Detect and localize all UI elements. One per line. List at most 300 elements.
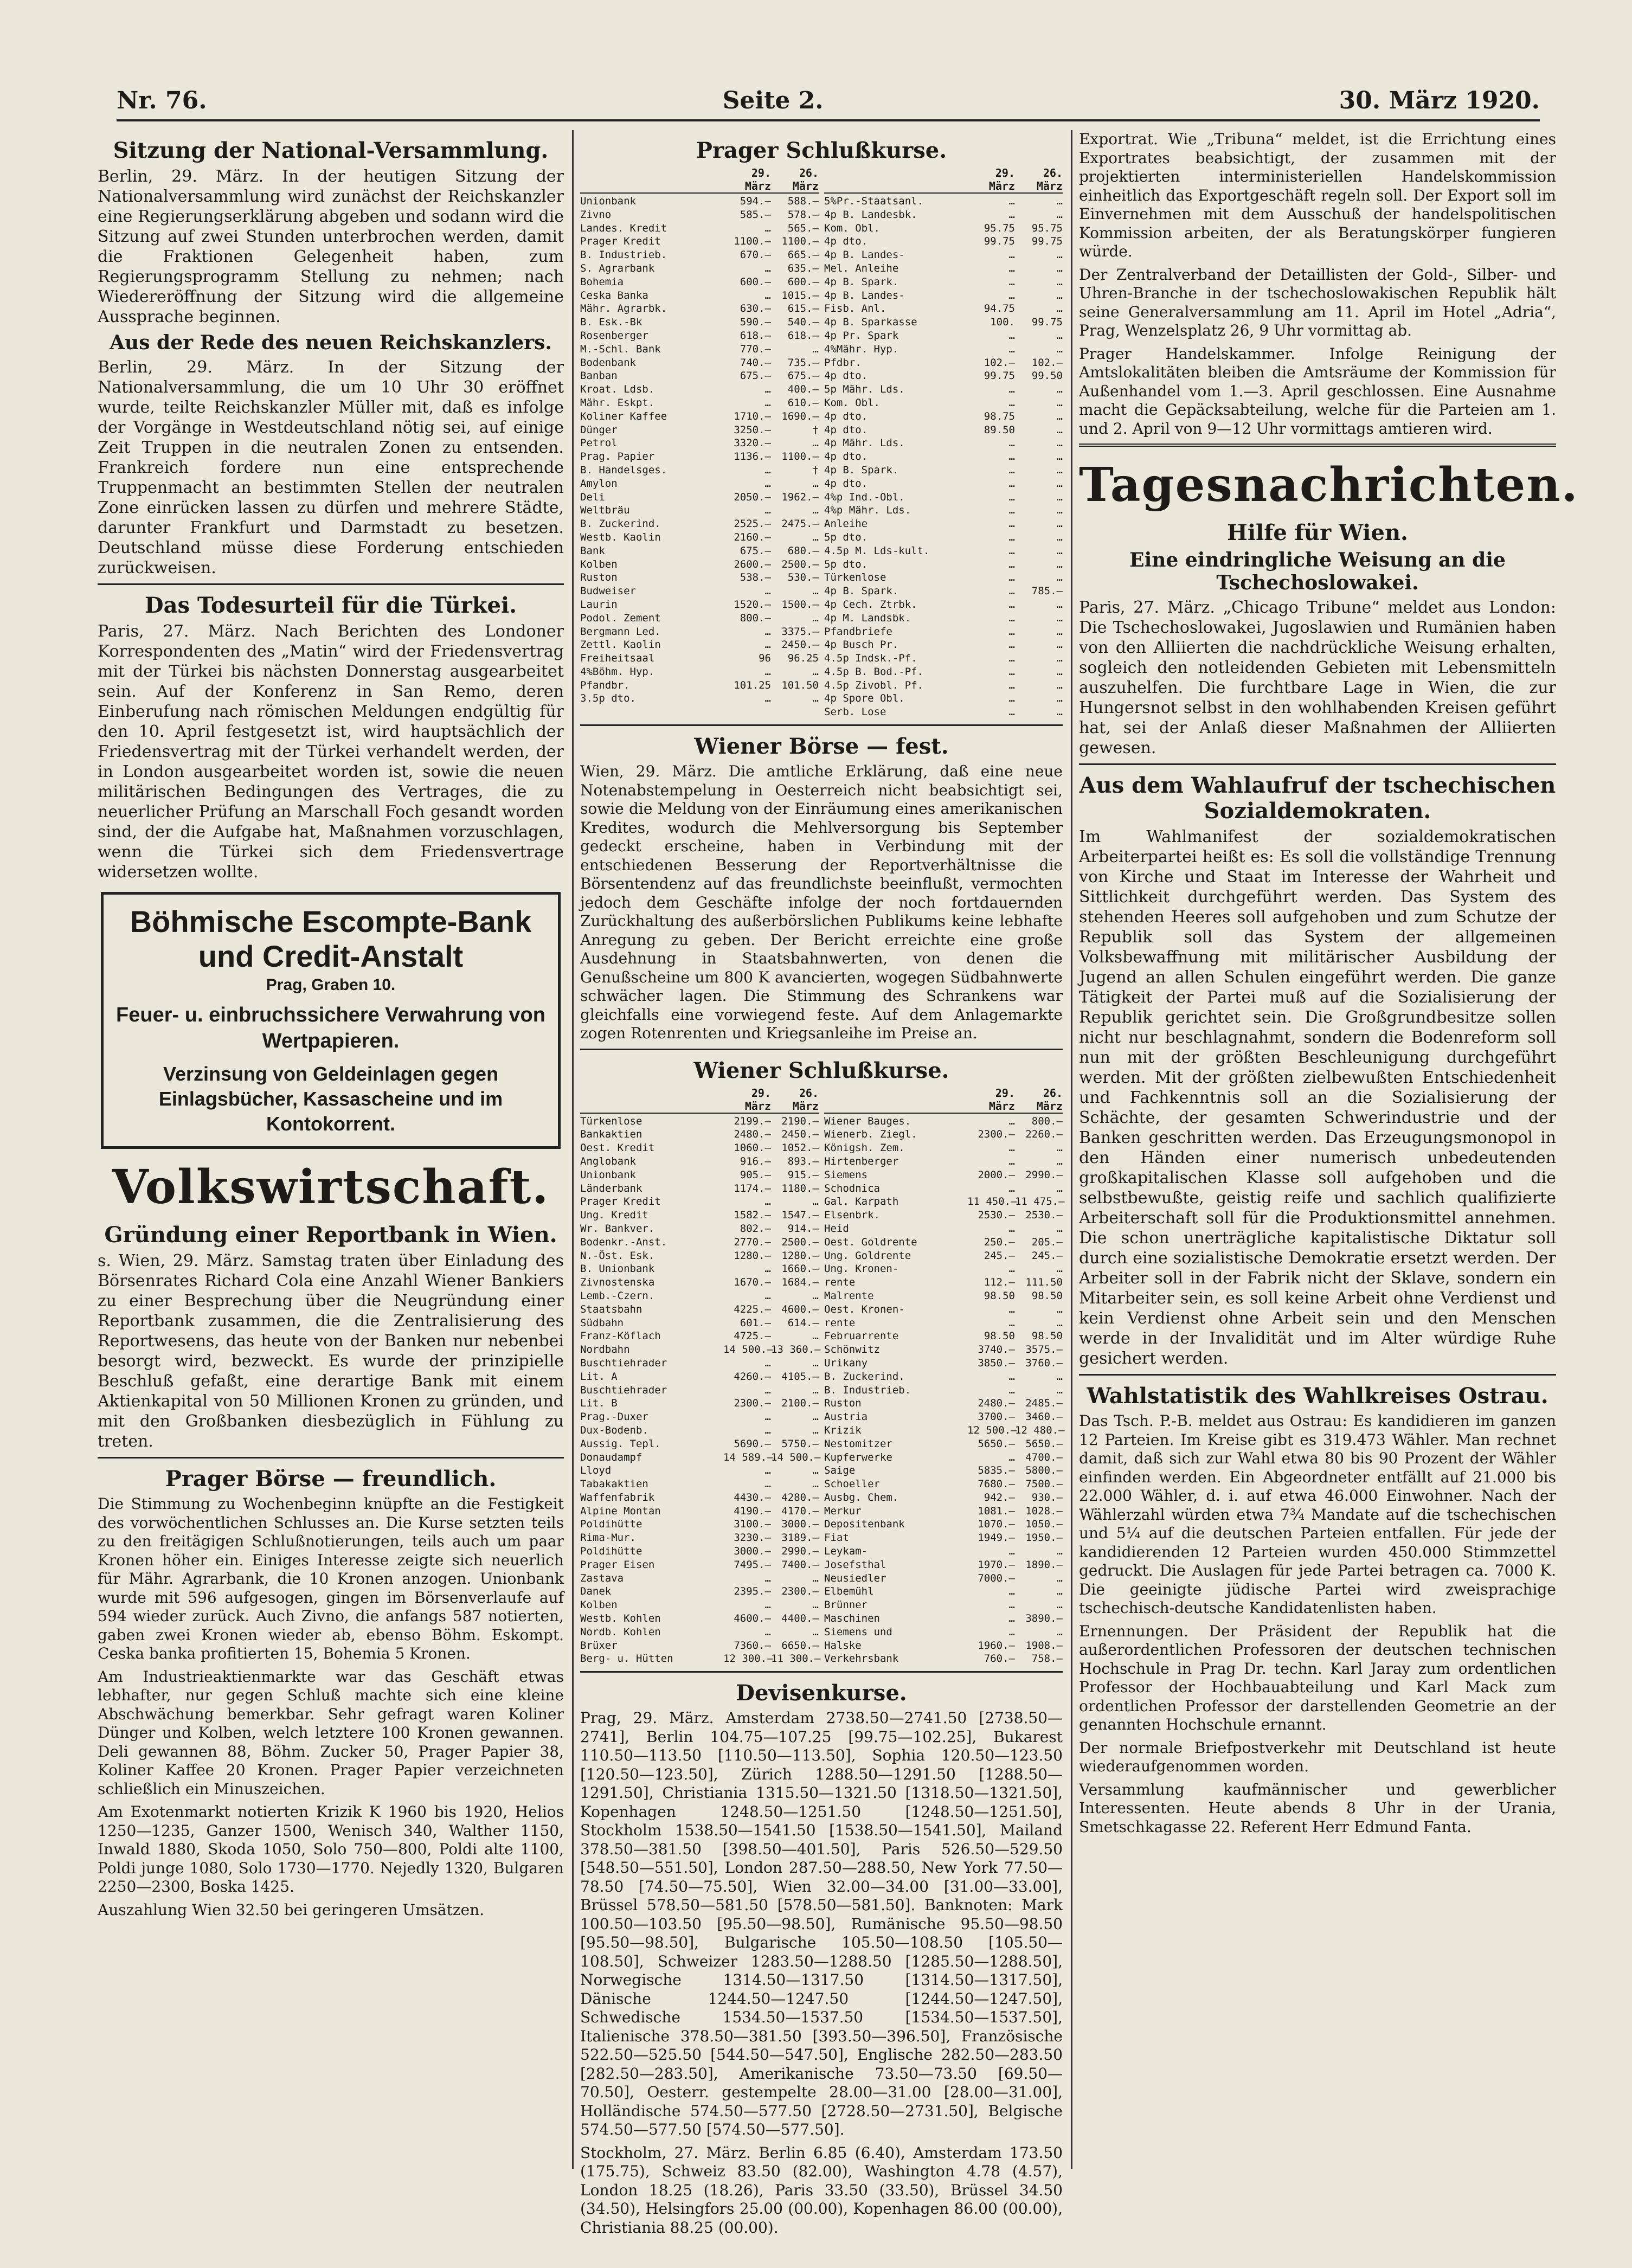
quote-value: 1174.— <box>734 1182 771 1194</box>
security-name: B. Industrieb. <box>580 249 667 261</box>
quote-value: 95.75 <box>984 222 1015 234</box>
security-name: 4p B. Spark. <box>824 464 899 476</box>
quote-value: … <box>764 1411 771 1423</box>
security-name: Kolben <box>580 1599 618 1611</box>
table-row <box>824 491 1063 504</box>
quote-value: 1060.— <box>734 1142 771 1154</box>
security-name: Wiener Bauges. <box>824 1115 911 1127</box>
quote-value: 588.— <box>787 195 819 207</box>
security-name: Berg- u. Hütten <box>580 1653 673 1665</box>
table-row <box>580 1236 819 1249</box>
quote-value: … <box>812 1478 819 1490</box>
quote-value: … <box>812 504 819 517</box>
table-row <box>580 1625 819 1639</box>
security-name: Freiheitsaal <box>580 652 655 665</box>
quote-value: 12 500.— <box>967 1424 1017 1436</box>
quote-value: 590.— <box>740 316 771 329</box>
quote-value: … <box>812 665 819 678</box>
table-row <box>824 1222 1063 1236</box>
quote-value: 800.— <box>740 612 771 624</box>
security-name: Bohemia <box>580 275 624 288</box>
table-row <box>824 343 1063 356</box>
table-row <box>580 275 819 289</box>
table-row <box>824 1612 1063 1625</box>
quote-value: 1052.— <box>781 1142 819 1154</box>
quote-value: … <box>1056 1545 1063 1558</box>
issue-number: Nr. 76. <box>117 86 207 114</box>
column-header: 26. März <box>1036 166 1063 192</box>
security-name: Oest. Kronen- <box>824 1303 905 1315</box>
table-row <box>580 1464 819 1477</box>
quote-value: … <box>812 343 819 355</box>
quote-value: … <box>1056 249 1063 261</box>
security-name: 4p B. Landesbk. <box>824 208 917 221</box>
table-row <box>580 1209 819 1222</box>
table-row <box>580 1155 819 1168</box>
table-row <box>824 1558 1063 1572</box>
quote-value: 2300.— <box>978 1128 1015 1141</box>
security-name: Leykam- <box>824 1545 868 1558</box>
article-paragraph: Wien, 29. März. Die amtliche Erklärung, daß eine neue Notenabstempelung in Oesterreich nicht beabsichtigt sei, sowie die Meldung von der Einräumung eines amerikanischen Kredites, wodurch die Mehlversorgung bis September gedeckt erscheine, haben in Verbindung mit der entschiedenen Besserung der Reportverhältnisse die Börsentendenz auf das freundlichste beeinflußt, vermochten jedoch dem Geschäfte infolge der noch fortdauernden Zurückhaltung des außerbörslichen Publikums keine lebhafte Anregung zu geben. Der Bericht erreichte eine große Ausdehnung in Staatsbahnwerten, von denen die Genußscheine um 800 K avancierten, wogegen Südbahnwerte schwächer lagen. Die Stimmung des Schrankens war gleichfalls eine vorwiegend feste. Auf dem Anlagemarkte zogen Rotenrenten und Kriegsanleihe im Preise an. <box>580 762 1063 1043</box>
quote-value: 670.— <box>740 249 771 261</box>
quote-value: 4105.— <box>781 1370 819 1383</box>
quote-value: … <box>812 1384 819 1396</box>
table-row <box>580 262 819 275</box>
quote-value: 2530.— <box>978 1209 1015 1222</box>
security-name: Krizik <box>824 1424 862 1436</box>
table-row <box>824 1598 1063 1612</box>
table-row <box>824 289 1063 303</box>
quote-value: … <box>764 585 771 597</box>
table-row <box>824 1303 1063 1316</box>
security-name: Ruston <box>824 1397 862 1410</box>
quote-value: 4190.— <box>734 1505 771 1517</box>
security-name: 4%p Ind.-Obl. <box>824 491 905 503</box>
table-row <box>580 1477 819 1491</box>
quote-value: 2770.— <box>734 1236 771 1248</box>
table-row <box>580 1329 819 1343</box>
table-row <box>824 369 1063 383</box>
security-name: B. Esk.-Bk <box>580 316 642 329</box>
quote-value: … <box>1056 679 1063 691</box>
quote-value: 600.— <box>740 275 771 288</box>
quote-value: 11 450.— <box>967 1196 1017 1208</box>
table-row <box>824 383 1063 396</box>
security-name: Merkur <box>824 1505 862 1517</box>
column-header: 26. März <box>1036 1086 1063 1113</box>
column-left <box>98 130 564 2185</box>
quote-value: 94.75 <box>984 303 1015 315</box>
security-name: B. Industrieb. <box>824 1384 911 1396</box>
security-name: S. Agrarbank <box>580 262 655 274</box>
article-paragraph: Das Tsch. P.-B. meldet aus Ostrau: Es kandidieren im ganzen 12 Parteien. Im Kreise gibt es 319.473 Wähler. Man rechnet damit, daß sich zur Wahl etwa 80 bis 90 Prozent der Wähler einfinden werden. Ein Abgeordneter entfällt auf 21.000 bis 22.000 Wähler, d. i. auf etwa 46.000 Einwohner. Nach der Wählerzahl würden etwa 7¾ Mandate auf die tschechischen und 5¼ auf die deutschen Parteien entfallen. Für jede der kandidierenden 12 Parteien wurden 450.000 Stimmzettel gedruckt. Die Auslagen für jede Partei betragen ca. 7000 K. Die geeinigte jüdische Partei wird zweisprachige tschechisch-deutsche Kandidatenlisten haben. <box>1079 1412 1556 1617</box>
quote-value: … <box>1008 437 1015 449</box>
table-row <box>824 679 1063 692</box>
quote-value: … <box>1056 1599 1063 1611</box>
table-row <box>580 1195 819 1209</box>
quote-value: 5750.— <box>781 1437 819 1450</box>
quote-value: 100. <box>990 316 1015 329</box>
table-row <box>824 531 1063 544</box>
security-name: Fiat <box>824 1532 849 1544</box>
quote-value: 2450.— <box>781 639 819 651</box>
quote-value: 770.— <box>740 343 771 355</box>
security-name: Malrente <box>824 1289 874 1302</box>
security-name: Alpine Montan <box>580 1505 661 1517</box>
quote-value: † <box>812 464 819 476</box>
security-name: rente <box>824 1276 856 1289</box>
quote-value: … <box>812 1330 819 1342</box>
quote-value: … <box>812 1599 819 1611</box>
table-row <box>824 1572 1063 1585</box>
table-row <box>580 1262 819 1276</box>
table-row <box>824 1276 1063 1289</box>
quote-value: 7495.— <box>734 1558 771 1571</box>
divider <box>580 1671 1063 1673</box>
security-name: 4p B. Spark. <box>824 275 899 288</box>
table-header <box>824 1087 1063 1114</box>
quote-value: … <box>1008 504 1015 517</box>
quote-value: … <box>1008 598 1015 611</box>
security-name: Heid <box>824 1222 849 1235</box>
security-name: Anleihe <box>824 518 868 530</box>
quote-value: 594.— <box>740 195 771 207</box>
security-name: Rosenberger <box>580 329 648 342</box>
quote-value: 99.75 <box>984 370 1015 382</box>
quote-value: 1960.— <box>978 1639 1015 1652</box>
quote-value: 2990.— <box>1025 1168 1063 1181</box>
quote-value: … <box>764 222 771 234</box>
security-name: 4p M. Landsbk. <box>824 612 911 624</box>
quote-value: … <box>1008 692 1015 705</box>
security-name: Buschtiehrader <box>580 1384 667 1396</box>
quote-value: 400.— <box>787 383 819 396</box>
article-paragraph: Der normale Briefpostverkehr mit Deutschland ist heute wiederaufgenommen worden. <box>1079 1738 1556 1775</box>
security-name: Schoeller <box>824 1478 880 1490</box>
security-name: 3.5p dto. <box>580 692 636 705</box>
security-name: Fisb. Anl. <box>824 303 886 315</box>
table-row <box>580 1518 819 1531</box>
quote-value: … <box>1008 477 1015 490</box>
quote-value: 1280.— <box>781 1249 819 1262</box>
quote-value: 615.— <box>787 303 819 315</box>
quote-value: 4600.— <box>781 1303 819 1315</box>
quote-value: … <box>764 1572 771 1584</box>
article-paragraph: Berlin, 29. März. In der heutigen Sitzung der Nationalversammlung wird zunächst der Reichskanzler eine Regierungserklärung abgeben und sodann wird die Sitzung auf zwei Stunden unterbrochen werden, damit die Fraktionen Gelegenheit haben, zum Regierungsprogramm Stellung zu nehmen; nach Wiedereröffnung der Sitzung wird die allgemeine Aussprache beginnen. <box>98 167 564 326</box>
quote-value: 600.— <box>787 275 819 288</box>
table-row <box>580 1303 819 1316</box>
quote-value: 3000.— <box>734 1545 771 1558</box>
security-name: Türkenlose <box>824 571 886 584</box>
table-row <box>824 1128 1063 1141</box>
quote-value: 2480.— <box>978 1397 1015 1410</box>
table-row <box>824 1397 1063 1410</box>
quote-value: … <box>1056 343 1063 355</box>
column-header <box>580 166 723 192</box>
quote-value: 2530.— <box>1025 1209 1063 1222</box>
quote-value: 89.50 <box>984 423 1015 436</box>
security-name: Gal. Karpath <box>824 1196 899 1208</box>
quote-value: 4430.— <box>734 1491 771 1504</box>
article-paragraph: Exportrat. Wie „Tribuna“ meldet, ist die Errichtung eines Exportrates beabsichtigt, der zusammen mit der projektierten interministeriellen Handelskommission einheitlich das Exportgeschäft regeln soll. Der Export soll im Einvernehmen mit dem Ausschuß der handelspolitischen Kommission arbeiten, der als Beratungskörper fungieren würde. <box>1079 130 1556 260</box>
security-name: Unionbank <box>580 1168 636 1181</box>
security-name: Staatsbahn <box>580 1303 642 1315</box>
quote-value: 1670.— <box>734 1276 771 1289</box>
security-name: Bodenbank <box>580 356 636 369</box>
quote-value: … <box>1056 451 1063 463</box>
table-row <box>580 1343 819 1357</box>
article-paragraph: Der Zentralverband der Detaillisten der Gold-, Silber- und Uhren-Branche in der tschechoslowakischen Republik hält seine Generalversammlung am 11. April im Hotel „Adria“, Prag, Wenzelsplatz 26, 9 Uhr vormittag ab. <box>1079 265 1556 339</box>
quote-value: 2100.— <box>781 1397 819 1410</box>
table-row <box>580 1115 819 1128</box>
quote-value: 1520.— <box>734 598 771 611</box>
security-name: 4%Mähr. Hyp. <box>824 343 899 355</box>
quote-value: 5835.— <box>978 1464 1015 1477</box>
quote-value: 1660.— <box>781 1263 819 1275</box>
security-name: Weltbräu <box>580 504 630 517</box>
quote-value: 2260.— <box>1025 1128 1063 1141</box>
security-name: M.-Schl. Bank <box>580 343 661 355</box>
table-row <box>824 235 1063 248</box>
quote-value: … <box>1008 679 1015 691</box>
column-header <box>824 166 967 192</box>
table-row <box>824 1652 1063 1666</box>
table-row <box>580 1491 819 1505</box>
table-row <box>824 1141 1063 1155</box>
quote-value: … <box>1008 1155 1015 1167</box>
divider <box>98 583 564 585</box>
table-row <box>824 1585 1063 1598</box>
quote-value: 675.— <box>787 370 819 382</box>
security-name: Elsenbrk. <box>824 1209 880 1222</box>
quote-value: … <box>1056 1303 1063 1315</box>
quote-value: 3375.— <box>781 625 819 638</box>
quote-value: … <box>764 289 771 301</box>
security-name: Bank <box>580 544 605 557</box>
table-row <box>580 477 819 491</box>
quote-value: … <box>1008 1263 1015 1275</box>
quote-value: 111.50 <box>1025 1276 1063 1289</box>
quote-value: 3760.— <box>1025 1357 1063 1369</box>
table-row <box>824 1505 1063 1518</box>
table-row <box>824 1477 1063 1491</box>
quotes-column <box>580 166 819 719</box>
quote-value: … <box>1056 692 1063 705</box>
table-row <box>824 1531 1063 1545</box>
quote-value: … <box>1056 329 1063 342</box>
article-paragraph: Im Wahlmanifest der sozialdemokratischen Arbeiterpartei heißt es: Es soll die vollständige Trennung von Kirche und Staat im Interesse der Wahrheit und Sittlichkeit durchgeführt werden. Das System des stehenden Heeres soll aufgehoben und zum Schutze der Republik soll das System der allgemeinen Volksbewaffnung mit militärischer Ausbildung der Jugend an allen Schulen eingeführt werden. Die ganze Tätigkeit der Partei muß auf die Sozialisierung der Republik gerichtet sein. Die Großgrundbesitze sollen nicht nur beschlagnahmt, sondern die Bodenreform soll nun mit der größten Beschleunigung durchgeführt werden. Mit der größten zielbewußten Entschiedenheit und Fachkenntnis soll an die Sozialisierung der Schächte, der gesamten Schwerindustrie und der Banken geschritten werden. Das Erzeugungsmonopol in den Händen einer numerisch unbedeutenden großkapitalischen Klasse soll aufgehoben und die selbstbewußte, geistig reife und sachlich qualifizierte Arbeiterschaft soll für die Produktionsmittel annehmen. Die schon unerträgliche kapitalistische Diktatur soll durch eine sozialistische Demokratie ersetzt werden. Der Arbeiter soll in der Fabrik nicht der Sklave, sondern ein Mitarbeiter sein, es soll keine Arbeit ohne Verdienst und kein Verdienst ohne Arbeit sein und den Menschen werde in der Invalidität und im Alter würdige Ruhe gesichert werden. <box>1079 827 1556 1368</box>
quote-value: 7680.— <box>978 1478 1015 1490</box>
table-row <box>580 410 819 423</box>
table-row <box>824 1343 1063 1357</box>
ad-bank-name-2: und Credit-Anstalt <box>198 939 464 973</box>
quote-value: 905.— <box>740 1168 771 1181</box>
article-title: Devisenkurse. <box>736 1680 907 1706</box>
quote-value: 98.50 <box>1031 1289 1063 1302</box>
article-paragraph: Paris, 27. März. Nach Berichten des Londoner Korrespondenten des „Matin“ wird der Friedensvertrag mit der Türkei bis nächsten Donnerstag ausgearbeitet sein. Auf der Konferenz in San Remo, deren Einberufung nach römischen Meldungen endgültig für den 10. April festgesetzt ist, wird hauptsächlich der Friedensvertrag mit der Türkei verhandelt werden, der in London ausgearbeitet worden ist, sowie die neuen militärischen Bedingungen des Vertrages, die zu neuerlicher Prüfung an Marschall Foch gesandt worden sind, der die Aufgabe hat, Maßnahmen vorzuschlagen, wenn die Türkei sich dem Friedensvertrage widersetzen wollte. <box>98 622 564 882</box>
security-name: Anglobank <box>580 1155 636 1167</box>
quote-value: … <box>1056 477 1063 490</box>
security-name: Saige <box>824 1464 856 1477</box>
quote-value: … <box>1056 1142 1063 1154</box>
quote-value: … <box>1008 571 1015 584</box>
table-row <box>824 262 1063 275</box>
security-name: 4.5p Zivobl. Pf. <box>824 679 924 691</box>
article-paragraph: Versammlung kaufmännischer und gewerblicher Interessenten. Heute abends 8 Uhr in der Urania, Smetschkagasse 22. Referent Herr Edmund Fanta. <box>1079 1780 1556 1836</box>
security-name: Ung. Kronen- <box>824 1263 899 1275</box>
table-row <box>580 235 819 248</box>
quote-value: … <box>764 639 771 651</box>
quote-value: 1180.— <box>781 1182 819 1194</box>
table-row <box>580 1652 819 1666</box>
quote-value: … <box>1056 262 1063 274</box>
table-row <box>580 491 819 504</box>
security-name: Lit. A <box>580 1370 618 1383</box>
security-name: 4p Busch Pr. <box>824 639 899 651</box>
table-row <box>580 571 819 584</box>
quote-value: 530.— <box>787 571 819 584</box>
table-row <box>580 584 819 598</box>
security-name: Mel. Anleihe <box>824 262 899 274</box>
quote-value: … <box>764 1625 771 1638</box>
table-row <box>580 208 819 222</box>
column-divider <box>572 130 574 2169</box>
table-row <box>824 248 1063 262</box>
table-row <box>824 396 1063 410</box>
section-title: Tagesnachrichten. <box>1079 458 1579 512</box>
quote-value: 618.— <box>740 329 771 342</box>
quote-value: … <box>764 1289 771 1302</box>
quote-value: … <box>1056 558 1063 570</box>
quote-value: … <box>1008 652 1015 665</box>
security-name: 4p B. Spark. <box>824 585 899 597</box>
table-row <box>824 638 1063 652</box>
quote-value: 635.— <box>787 262 819 274</box>
article-paragraph: Prager Handelskammer. Infolge Reinigung der Amtslokalitäten bleiben die Amtsräume der Kommission für Außenhandel vom 1.—3. April geschlossen. Eine Ausnahme macht die Gepäcksabteilung, welche für die Parteien am 1. und 2. April von 9—12 Uhr vormittags amtieren wird. <box>1079 344 1556 438</box>
quote-value: 98.75 <box>984 410 1015 422</box>
table-row <box>580 1639 819 1653</box>
table-row <box>580 343 819 356</box>
security-name: Lemb.-Czern. <box>580 1289 655 1302</box>
column-header: 26. März <box>792 1086 819 1113</box>
table-row <box>580 369 819 383</box>
security-name: Bankaktien <box>580 1128 642 1141</box>
table-row <box>824 1195 1063 1209</box>
quote-value: … <box>764 665 771 678</box>
quote-value: 205.— <box>1031 1236 1063 1248</box>
masthead <box>117 81 1540 121</box>
quote-value: … <box>1008 706 1015 718</box>
quote-value: 800.— <box>1031 1115 1063 1127</box>
table-row <box>580 1585 819 1598</box>
quote-value: … <box>1008 491 1015 503</box>
table-row <box>580 1451 819 1464</box>
security-name: Franz-Köflach <box>580 1330 661 1342</box>
quote-value: … <box>1008 1612 1015 1625</box>
security-name: B. Zuckerind. <box>580 518 661 530</box>
security-name: 4p Mähr. Lds. <box>824 437 905 449</box>
security-name: 4p dto. <box>824 410 868 422</box>
table-row <box>580 652 819 665</box>
table-row <box>824 1249 1063 1263</box>
quote-value: 102.— <box>984 356 1015 369</box>
table-row <box>824 517 1063 531</box>
quote-value: … <box>1008 1585 1015 1598</box>
quote-value: 1280.— <box>734 1249 771 1262</box>
quote-value: 4400.— <box>781 1612 819 1625</box>
quote-value: 2050.— <box>734 491 771 503</box>
column-header: 29. März <box>988 166 1015 192</box>
table-row <box>580 517 819 531</box>
security-name: Länderbank <box>580 1182 642 1194</box>
divider <box>98 1457 564 1459</box>
table-row <box>580 248 819 262</box>
table-row <box>580 1531 819 1545</box>
table-row <box>824 423 1063 437</box>
security-name: Prager Kredit <box>580 235 661 248</box>
table-row <box>580 1141 819 1155</box>
table-row <box>824 625 1063 639</box>
quote-value: … <box>764 262 771 274</box>
quote-value: 1684.— <box>781 1276 819 1289</box>
quote-value: 3890.— <box>1025 1612 1063 1625</box>
security-name: 4p B. Sparkasse <box>824 316 917 329</box>
quote-value: 1100.— <box>734 235 771 248</box>
table-row <box>824 1236 1063 1249</box>
article-title: Wiener Börse — fest. <box>694 734 949 760</box>
quote-value: … <box>1008 1222 1015 1235</box>
security-name: Josefsthal <box>824 1558 886 1571</box>
article-title: Sitzung der National-Versammlung. <box>113 138 549 163</box>
security-name: Oest. Goldrente <box>824 1236 917 1248</box>
article-title: Aus dem Wahlaufruf der tschechischen Sozialdemokraten. <box>1079 773 1556 824</box>
security-name: 4p B. Landes- <box>824 289 905 301</box>
quote-value: 2485.— <box>1025 1397 1063 1410</box>
security-name: 4p dto. <box>824 423 868 436</box>
divider <box>1079 444 1556 447</box>
security-name: Buschtiehrader <box>580 1357 667 1369</box>
security-name: 5p dto. <box>824 558 868 570</box>
table-row <box>580 1128 819 1141</box>
article-title: Wahlstatistik des Wahlkreises Ostrau. <box>1087 1383 1549 1409</box>
security-name: Brünner <box>824 1599 868 1611</box>
quote-value: 99.75 <box>1031 316 1063 329</box>
security-name: Depositenbank <box>824 1518 905 1531</box>
quote-value: 98.50 <box>984 1289 1015 1302</box>
quote-value: … <box>1008 1625 1015 1638</box>
quote-value: … <box>764 692 771 705</box>
quote-value: … <box>764 1424 771 1436</box>
quote-value: … <box>1056 303 1063 315</box>
quotes-column <box>824 166 1063 719</box>
quote-value: 5650.— <box>1025 1437 1063 1450</box>
table-row <box>580 544 819 558</box>
table-row <box>824 208 1063 222</box>
quote-value: 760.— <box>984 1653 1015 1665</box>
table-row <box>580 504 819 517</box>
table-row <box>580 356 819 370</box>
table-row <box>824 584 1063 598</box>
column-header: 29. März <box>988 1086 1015 1113</box>
table-row <box>824 464 1063 477</box>
quote-value: … <box>1056 1585 1063 1598</box>
quote-value: 245.— <box>1031 1249 1063 1262</box>
table-row <box>580 598 819 612</box>
quote-value: … <box>1008 518 1015 530</box>
quote-value: … <box>1056 518 1063 530</box>
quote-value: 11 475.— <box>1015 1196 1065 1208</box>
security-name: Landes. Kredit <box>580 222 667 234</box>
